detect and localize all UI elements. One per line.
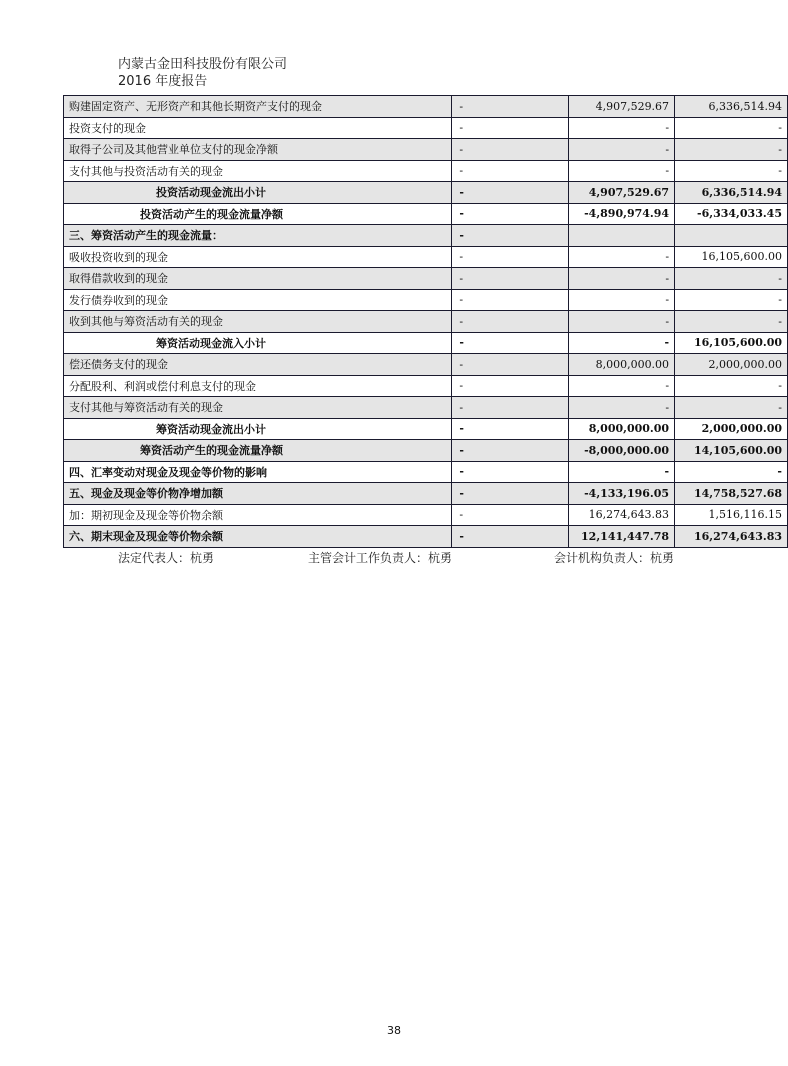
row-note: - [452,96,568,118]
table-row [64,160,788,182]
row-previous-amount: 14,105,600.00 [675,440,788,462]
report-header [118,56,287,90]
company-name: 内蒙古金田科技股份有限公司 [118,57,288,72]
row-previous-amount: 16,105,600.00 [675,332,788,354]
row-note: - [452,504,568,526]
table-row [64,461,788,483]
table-row [64,139,788,161]
row-note: - [452,182,568,204]
row-note: - [452,354,568,376]
row-current-amount: - [568,397,674,419]
legal-representative: 法定代表人：杭勇 [118,551,215,565]
row-previous-amount: - [675,139,788,161]
accounting-supervisor: 主管会计工作负责人：杭勇 [308,551,453,565]
cash-flow-table-body [64,96,788,548]
row-current-amount: 12,141,447.78 [568,526,674,548]
row-previous-amount: - [675,397,788,419]
row-current-amount: - [568,332,674,354]
row-item-name: 取得借款收到的现金 [64,268,452,290]
table-row [64,311,788,333]
row-item-name: 三、筹资活动产生的现金流量： [64,225,452,247]
row-note: - [452,203,568,225]
row-item-name: 吸收投资收到的现金 [64,246,452,268]
table-row [64,332,788,354]
row-previous-amount: - [675,375,788,397]
accounting-department-head: 会计机构负责人：杭勇 [554,551,675,565]
row-item-name: 筹资活动现金流出小计 [64,418,452,440]
row-note: - [452,139,568,161]
row-current-amount: - [568,375,674,397]
row-note: - [452,268,568,290]
row-item-name: 分配股利、利润或偿付利息支付的现金 [64,375,452,397]
table-row [64,203,788,225]
row-previous-amount: 6,336,514.94 [675,182,788,204]
row-item-name: 偿还债务支付的现金 [64,354,452,376]
row-item-name: 发行债券收到的现金 [64,289,452,311]
row-item-name: 收到其他与筹资活动有关的现金 [64,311,452,333]
row-previous-amount: - [675,311,788,333]
row-current-amount: 4,907,529.67 [568,96,674,118]
row-previous-amount: - [675,117,788,139]
row-note: - [452,397,568,419]
row-item-name: 投资活动现金流出小计 [64,182,452,204]
row-current-amount: - [568,246,674,268]
row-current-amount: - [568,160,674,182]
signature-line [0,549,788,565]
table-row [64,504,788,526]
row-note: - [452,160,568,182]
row-note: - [452,461,568,483]
table-row [64,117,788,139]
table-row [64,354,788,376]
row-previous-amount: 6,336,514.94 [675,96,788,118]
row-note: - [452,526,568,548]
row-item-name: 筹资活动现金流入小计 [64,332,452,354]
row-previous-amount: 14,758,527.68 [675,483,788,505]
row-current-amount: - [568,268,674,290]
table-row [64,375,788,397]
row-current-amount: - [568,117,674,139]
table-row [64,225,788,247]
row-note: - [452,440,568,462]
row-item-name: 投资活动产生的现金流量净额 [64,203,452,225]
row-current-amount [568,225,674,247]
row-current-amount: - [568,461,674,483]
row-current-amount: - [568,139,674,161]
row-item-name: 取得子公司及其他营业单位支付的现金净额 [64,139,452,161]
report-title: 2016 年度报告 [118,74,208,89]
row-item-name: 投资支付的现金 [64,117,452,139]
row-previous-amount: 2,000,000.00 [675,418,788,440]
table-row [64,418,788,440]
row-current-amount: 8,000,000.00 [568,418,674,440]
row-previous-amount: 16,274,643.83 [675,526,788,548]
row-note: - [452,375,568,397]
row-previous-amount: - [675,461,788,483]
row-note: - [452,418,568,440]
table-row [64,440,788,462]
row-previous-amount: 1,516,116.15 [675,504,788,526]
row-previous-amount [675,225,788,247]
row-current-amount: -8,000,000.00 [568,440,674,462]
row-note: - [452,483,568,505]
table-row [64,246,788,268]
row-current-amount: 4,907,529.67 [568,182,674,204]
table-row [64,268,788,290]
row-note: - [452,225,568,247]
row-previous-amount: -6,334,033.45 [675,203,788,225]
table-row [64,526,788,548]
page-number: 38 [387,1024,401,1037]
table-row [64,397,788,419]
row-previous-amount: - [675,160,788,182]
table-row [64,96,788,118]
row-item-name: 五、现金及现金等价物净增加额 [64,483,452,505]
row-previous-amount: - [675,289,788,311]
row-note: - [452,311,568,333]
cash-flow-table [63,95,788,548]
row-item-name: 筹资活动产生的现金流量净额 [64,440,452,462]
row-item-name: 购建固定资产、无形资产和其他长期资产支付的现金 [64,96,452,118]
row-item-name: 支付其他与筹资活动有关的现金 [64,397,452,419]
row-current-amount: - [568,289,674,311]
row-previous-amount: 2,000,000.00 [675,354,788,376]
row-note: - [452,246,568,268]
row-item-name: 支付其他与投资活动有关的现金 [64,160,452,182]
row-note: - [452,117,568,139]
table-row [64,182,788,204]
row-current-amount: 16,274,643.83 [568,504,674,526]
row-current-amount: -4,133,196.05 [568,483,674,505]
row-current-amount: - [568,311,674,333]
row-item-name: 四、汇率变动对现金及现金等价物的影响 [64,461,452,483]
row-item-name: 加：期初现金及现金等价物余额 [64,504,452,526]
row-previous-amount: - [675,268,788,290]
row-item-name: 六、期末现金及现金等价物余额 [64,526,452,548]
row-note: - [452,289,568,311]
table-row [64,483,788,505]
row-current-amount: -4,890,974.94 [568,203,674,225]
row-note: - [452,332,568,354]
table-row [64,289,788,311]
row-previous-amount: 16,105,600.00 [675,246,788,268]
row-current-amount: 8,000,000.00 [568,354,674,376]
